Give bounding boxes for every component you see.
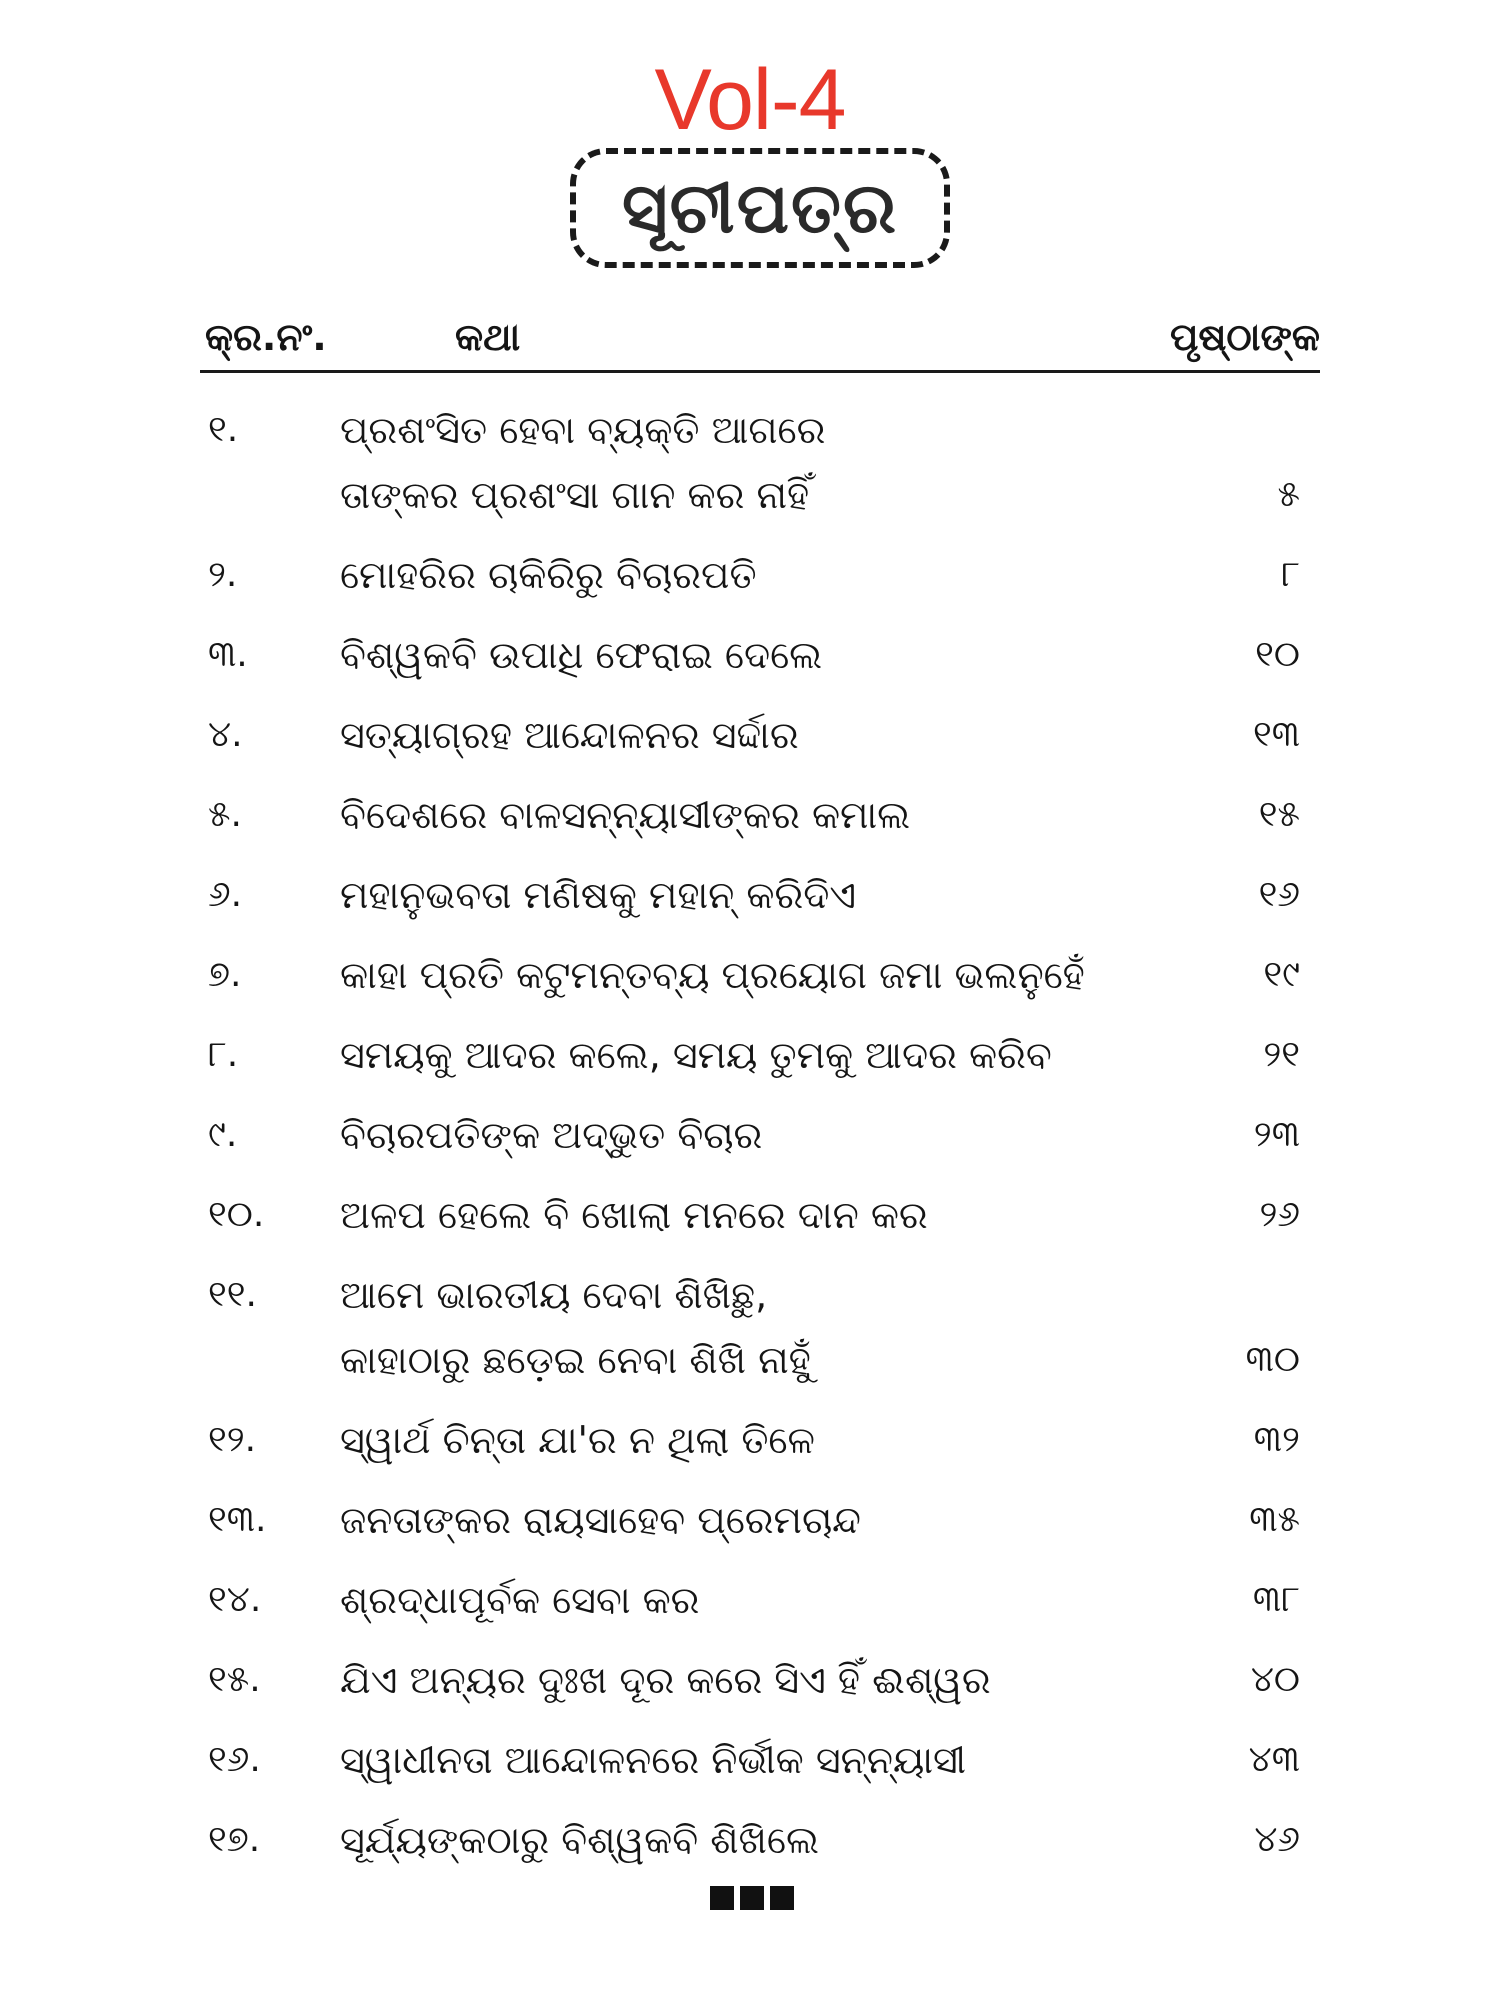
toc-entry: [0, 865, 1500, 925]
entry-page: ୩୨: [1253, 1419, 1300, 1460]
entry-number: ୭.: [208, 954, 242, 995]
entry-page: ୧୫: [1258, 794, 1300, 835]
entry-title: ବିଶ୍ୱକବି ଉପାଧି ଫେରାଇ ଦେଲେ: [340, 633, 823, 677]
toc-entry: [0, 1570, 1500, 1630]
toc-entry: [0, 1025, 1500, 1085]
entry-number: ୧୬.: [208, 1739, 261, 1780]
entry-title: ମୋହରିର ଚାକିରିରୁ ବିଚାରପତି: [340, 553, 757, 597]
title-frame: [570, 148, 950, 268]
entry-title: ବିଦେଶରେ ବାଳସନ୍ନ୍ୟାସୀଙ୍କର କମାଲ: [340, 793, 911, 837]
entry-title: ଯିଏ ଅନ୍ୟର ଦୁଃଖ ଦୂର କରେ ସିଏ ହିଁ ଈଶ୍ୱର: [340, 1658, 991, 1702]
toc-entry: [0, 705, 1500, 765]
entry-number: ୧୨.: [208, 1419, 257, 1460]
header-divider: [200, 370, 1320, 373]
toc-entry: [0, 1265, 1500, 1325]
toc-entry: [0, 1410, 1500, 1470]
entry-page: ୨୬: [1259, 1194, 1300, 1235]
entry-number: ୪.: [208, 714, 243, 755]
header-page: ପୃଷ୍ଠାଙ୍କ: [1169, 315, 1320, 359]
entry-number: ୧୧.: [208, 1274, 257, 1315]
entry-page: ୪୬: [1254, 1819, 1300, 1860]
entry-number: ୧୫.: [208, 1659, 261, 1700]
end-of-list-ornament: [710, 1886, 794, 1910]
toc-entry: [0, 625, 1500, 685]
entry-title: ପ୍ରଶଂସିତ ହେବା ବ୍ୟକ୍ତି ଆଗରେ: [340, 408, 826, 452]
toc-entry: [0, 945, 1500, 1005]
entry-title: ସୂର୍ଯ୍ୟଙ୍କଠାରୁ ବିଶ୍ୱକବି ଶିଖିଲେ: [340, 1818, 820, 1862]
entry-number: ୧.: [208, 409, 239, 450]
entry-page: ୨୧: [1263, 1034, 1300, 1075]
entry-number: ୧୩.: [208, 1499, 267, 1540]
entry-number: ୧୦.: [208, 1194, 265, 1235]
toc-entry: [0, 1490, 1500, 1550]
header-serial: କ୍ର.ନଂ.: [205, 315, 327, 359]
entry-title: ସମୟକୁ ଆଦର କଲେ, ସମୟ ତୁମକୁ ଆଦର କରିବ: [340, 1033, 1052, 1077]
toc-entry: [0, 785, 1500, 845]
toc-entry: [0, 1185, 1500, 1245]
toc-entry-continued: [0, 465, 1500, 525]
entry-title: ସତ୍ୟାଗ୍ରହ ଆନ୍ଦୋଳନର ସର୍ଦ୍ଦାର: [340, 713, 799, 757]
entry-page: ୧୯: [1263, 954, 1300, 995]
entry-title-line-2: ତାଙ୍କର ପ୍ରଶଂସା ଗାନ କର ନାହିଁ: [340, 473, 810, 517]
entry-page: ୩୫: [1249, 1499, 1300, 1540]
toc-entry: [0, 1810, 1500, 1870]
entry-number: ୬.: [208, 874, 243, 915]
entry-page: ୪୦: [1250, 1659, 1300, 1700]
entry-title: ଅଳପ ହେଲେ ବି ଖୋଲା ମନରେ ଦାନ କର: [340, 1193, 928, 1237]
entry-page: ୩୮: [1252, 1579, 1300, 1620]
entry-page: ୫: [1277, 474, 1300, 515]
header-story: କଥା: [455, 315, 521, 359]
toc-entry: [0, 1730, 1500, 1790]
toc-entry: [0, 1650, 1500, 1710]
entry-title: ବିଚାରପତିଙ୍କ ଅଦ୍ଭୁତ ବିଚାର: [340, 1113, 763, 1157]
entry-page: ୩୦: [1245, 1339, 1300, 1380]
entry-number: ୨.: [208, 554, 238, 595]
entry-title: ଜନତାଙ୍କର ରାୟସାହେବ ପ୍ରେମଚାନ୍ଦ: [340, 1498, 861, 1542]
entry-title-line-2: କାହାଠାରୁ ଛଡ଼େଇ ନେବା ଶିଖି ନାହୁଁ: [340, 1338, 811, 1382]
entry-page: ୪୩: [1248, 1739, 1300, 1780]
entry-page: ୧୬: [1258, 874, 1300, 915]
entry-number: ୧୭.: [208, 1819, 261, 1860]
entry-page: ୧୦: [1255, 634, 1300, 675]
entry-number: ୯.: [208, 1114, 238, 1155]
entry-title: ସ୍ୱାଧୀନତା ଆନ୍ଦୋଳନରେ ନିର୍ଭୀକ ସନ୍ନ୍ୟାସୀ: [340, 1738, 967, 1782]
entry-title: ମହାନୁଭବତା ମଣିଷକୁ ମହାନ୍ କରିଦିଏ: [340, 873, 857, 917]
entry-page: ୧୩: [1252, 714, 1300, 755]
entry-number: ୧୪.: [208, 1579, 262, 1620]
volume-label: Vol-4: [654, 52, 846, 148]
ornament-square: [770, 1886, 794, 1910]
entry-page: ୨୩: [1253, 1114, 1300, 1155]
entry-title: କାହା ପ୍ରତି କଟୁମନ୍ତବ୍ୟ ପ୍ରୟୋଗ ଜମା ଭଲନୁହେଁ: [340, 953, 1085, 997]
entry-page: ୮: [1281, 554, 1300, 595]
ornament-square: [710, 1886, 734, 1910]
entry-number: ୫.: [208, 794, 242, 835]
toc-entry: [0, 1105, 1500, 1165]
toc-entry: [0, 545, 1500, 605]
entry-number: ୩.: [208, 634, 248, 675]
toc-entry: [0, 400, 1500, 460]
entry-title: ଶ୍ରଦ୍ଧାପୂର୍ବକ ସେବା କର: [340, 1578, 700, 1622]
ornament-square: [740, 1886, 764, 1910]
entry-title: ଆମେ ଭାରତୀୟ ଦେବା ଶିଖିଛୁ,: [340, 1273, 768, 1317]
toc-entry-continued: [0, 1330, 1500, 1390]
entry-number: ୮.: [208, 1034, 239, 1075]
entry-title: ସ୍ୱାର୍ଥ ଚିନ୍ତା ଯା'ର ନ ଥିଲା ତିଳେ: [340, 1418, 815, 1462]
page-title: ସୂଚୀପତ୍ର: [622, 167, 898, 249]
